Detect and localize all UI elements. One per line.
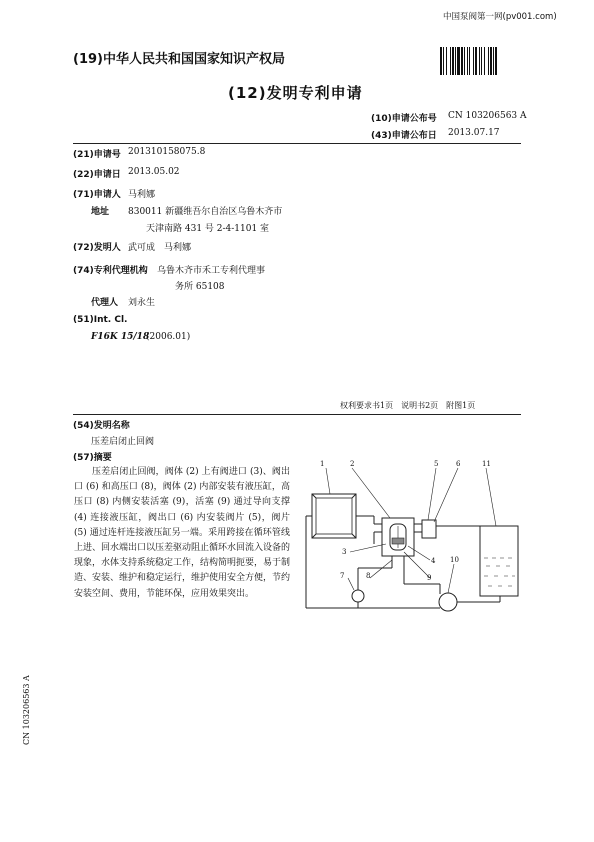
barcode-bar: [490, 47, 492, 75]
barcode-bar: [440, 47, 442, 75]
source-watermark: 中国泵阀第一网(pv001.com): [443, 12, 557, 22]
barcode-bar: [455, 47, 456, 75]
fig-label-3: 3: [342, 548, 347, 556]
fig-label-6: 6: [456, 460, 461, 468]
water-tank: [480, 526, 518, 596]
publication-number-label: (10)申请公布号: [371, 114, 437, 124]
application-number-label: (21)申请号: [73, 150, 121, 160]
application-date: 2013.05.02: [128, 167, 180, 177]
applicant-label: (71)申请人: [73, 190, 121, 200]
barcode-bar: [484, 47, 485, 75]
agent-label: 代理人: [91, 298, 119, 308]
inventor-label: (72)发明人: [73, 243, 121, 253]
agency-line-2: 务所 65108: [175, 282, 225, 292]
fig-label-2: 2: [350, 460, 355, 468]
int-cl-year: (2006.01): [146, 332, 191, 342]
int-cl-label: (51)Int. Cl.: [73, 315, 128, 325]
fig-label-10: 10: [450, 556, 459, 564]
office-name: (19)中华人民共和国国家知识产权局: [73, 52, 285, 67]
publication-date-label: (43)申请公布日: [371, 131, 437, 141]
address-line-1: 830011 新疆维吾尔自治区乌鲁木齐市: [128, 207, 283, 217]
abstract-label: (57)摘要: [73, 453, 112, 463]
barcode-bar: [475, 47, 477, 75]
barcode-bar: [457, 47, 460, 75]
barcode-bar: [452, 47, 454, 75]
fig-label-1: 1: [320, 460, 325, 468]
barcode-bar: [473, 47, 474, 75]
publication-date: 2013.07.17: [448, 128, 500, 138]
barcode-bar: [493, 47, 494, 75]
barcode-bar: [479, 47, 480, 75]
pump-7: [352, 590, 364, 602]
fig-label-11: 11: [482, 460, 491, 468]
barcode-bar: [446, 47, 447, 75]
agency-label: (74)专利代理机构: [73, 266, 148, 276]
fig-label-7: 7: [340, 572, 345, 580]
barcode-bar: [450, 47, 451, 75]
piston: [392, 538, 404, 544]
pump-10: [439, 593, 457, 611]
barcode-bar: [469, 47, 470, 75]
int-cl-code: F16K 15/18: [91, 332, 150, 342]
publication-number: CN 103206563 A: [448, 111, 527, 121]
fig-label-8: 8: [366, 572, 371, 580]
valve-outlet: [422, 520, 436, 538]
barcode-bar: [464, 47, 465, 75]
agency-line-1: 乌鲁木齐市禾工专利代理事: [157, 266, 266, 276]
agent: 刘永生: [128, 298, 156, 308]
abstract-text: 压差启闭止回阀，阀体 (2) 上有阀进口 (3)、阀出口 (6) 和高压口 (8)，阀体 (2) 内部安装有液压缸，高压口 (8) 内侧安装活塞 (9)，活塞 (9) 通过导向支撑 (4) 连接液压缸，阀出口 (6) 内安装阀片 (5)，阀片 (5) 通过连杆连接液压缸另一端。采用跨接在循环管线上进、回水端出口以压差驱动阻止循环水回流入设备的现象，水体支持系统稳定工作，结构简明扼要，易于制造、安装、维护和稳定运行，维护使用安全方便，节约安装空间、费用，节能环保，应用效果突出。: [74, 467, 291, 599]
fig-label-5: 5: [434, 460, 439, 468]
title-label: (54)发明名称: [73, 421, 130, 431]
barcode: [439, 47, 521, 75]
application-date-label: (22)申请日: [73, 170, 121, 180]
valve-system-drawing: [300, 456, 525, 626]
fig-label-4: 4: [431, 557, 436, 565]
fig-label-9: 9: [427, 574, 432, 582]
pages-summary: 权利要求书1页 说明书2页 附图1页: [340, 401, 476, 410]
application-number: 201310158075.8: [128, 147, 206, 157]
equipment-outer: [312, 494, 356, 538]
address-label: 地址: [91, 207, 110, 217]
summary-divider: [73, 414, 521, 415]
equipment-inner: [316, 498, 352, 534]
header-divider: [73, 143, 521, 144]
barcode-bar: [481, 47, 482, 75]
barcode-bar: [467, 47, 468, 75]
applicant: 马利娜: [128, 190, 156, 200]
inventors: 武可成 马利娜: [128, 243, 192, 253]
address-line-2: 天津南路 431 号 2-4-1101 室: [146, 224, 270, 234]
document-type: (12)发明专利申请: [228, 84, 363, 102]
barcode-bar: [443, 47, 444, 75]
barcode-bar: [495, 47, 497, 75]
barcode-bar: [461, 47, 463, 75]
side-publication-number: CN 103206563 A: [22, 675, 31, 745]
invention-title: 压差启闭止回阀: [91, 437, 155, 447]
barcode-bar: [488, 47, 489, 75]
